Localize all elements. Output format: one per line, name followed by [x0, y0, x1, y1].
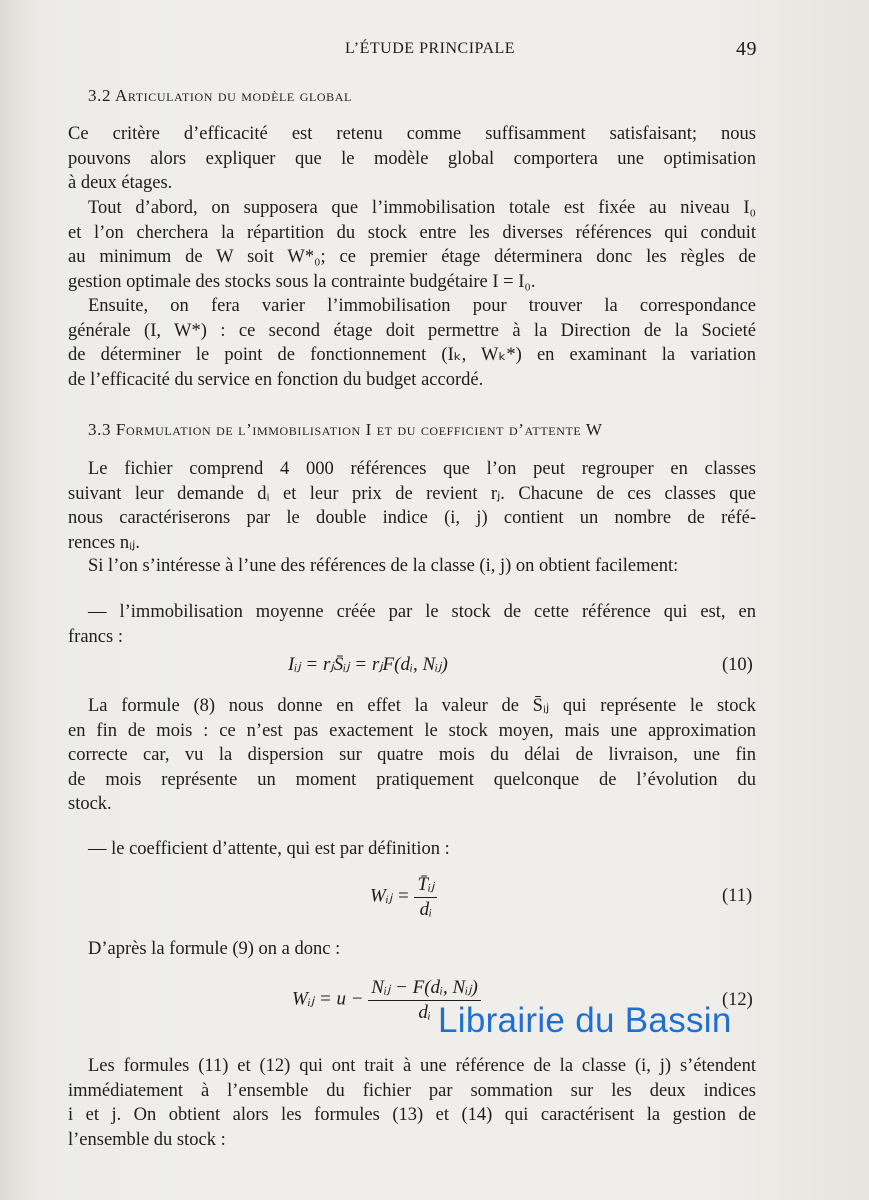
- page-number: 49: [736, 38, 757, 60]
- text-line: francs :: [68, 626, 123, 647]
- text-line: Ensuite, on fera varier l’immobilisation pour trouver la correspondance: [88, 296, 756, 316]
- text-line: Le fichier comprend 4 000 références que l’on peut regrouper en classes: [88, 459, 756, 479]
- text-line: Ce critère d’efficacité est retenu comme suffisamment satisfaisant; nous: [68, 124, 756, 144]
- text-line: Tout d’abord, on supposera que l’immobilisation totale est fixée au niveau I₀: [88, 198, 756, 218]
- text-line: pouvons alors expliquer que le modèle global comportera une optimisation: [68, 148, 756, 169]
- equation-11-numerator: T̄ᵢⱼ: [414, 873, 437, 898]
- watermark-text: Librairie du Bassin: [438, 1001, 732, 1040]
- text-line: correcte car, vu la dispersion sur quatre mois du délai de livraison, une fin: [68, 745, 756, 765]
- text-line: de mois représente un moment pratiquement quelconque de l’évolution du: [68, 769, 756, 790]
- section-3-3-paragraph-5: [68, 1054, 756, 1152]
- text-line: La formule (8) nous donne en effet la valeur de S̄ᵢⱼ qui représente le stock: [88, 696, 756, 716]
- equation-11-denominator: dᵢ: [419, 899, 433, 920]
- section-3-3-paragraph-1: [68, 457, 756, 555]
- text-line: l’ensemble du stock :: [68, 1129, 226, 1150]
- text-line: au minimum de W soit W*₀; ce premier étage déterminera donc les règles de: [68, 247, 756, 267]
- equation-11: [370, 873, 437, 921]
- equation-12-numerator: Nᵢⱼ − F(dᵢ, Nᵢⱼ): [368, 976, 481, 1001]
- equation-12-denominator: dᵢ: [418, 1002, 431, 1023]
- equation-11-lhs: Wᵢⱼ =: [370, 885, 410, 907]
- text-line: suivant leur demande dᵢ et leur prix de revient rⱼ. Chacune de ces classes que: [68, 483, 756, 504]
- text-line: de l’efficacité du service en fonction du budget accordé.: [68, 369, 484, 390]
- text-line: immédiatement à l’ensemble du fichier par sommation sur les deux indices: [68, 1080, 756, 1101]
- running-head: L’ÉTUDE PRINCIPALE: [345, 40, 516, 57]
- equation-11-number: (11): [722, 886, 753, 906]
- text-line: à deux étages.: [68, 173, 173, 193]
- text-line: rences nᵢⱼ.: [68, 532, 141, 553]
- text-line: gestion optimale des stocks sous la contrainte budgétaire I = I₀.: [68, 271, 536, 292]
- text-line: nous caractériserons par le double indice (i, j) contient un nombre de réfé-: [68, 508, 756, 528]
- text-line: stock.: [68, 794, 112, 814]
- equation-10-number: (10): [722, 655, 753, 675]
- text-line: i et j. On obtient alors les formules (13) et (14) qui caractérisent la gestion de: [68, 1105, 756, 1125]
- text-line: Les formules (11) et (12) qui ont trait à une référence de la classe (i, j) s’étendent: [88, 1056, 756, 1076]
- text-line: générale (I, W*) : ce second étage doit permettre à la Direction de la Societé: [68, 320, 756, 341]
- section-3-2-paragraph-3: [68, 294, 756, 392]
- equation-10: Iᵢⱼ = rⱼS̄ᵢⱼ = rⱼF(dᵢ, Nᵢⱼ): [288, 654, 448, 675]
- section-3-2-heading: 3.2 Articulation du modèle global: [88, 86, 352, 105]
- equation-12-lhs: Wᵢⱼ = u −: [292, 988, 364, 1010]
- section-3-3-heading: 3.3 Formulation de l’immobilisation I et du coefficient d’attente W: [88, 420, 603, 439]
- page-header: [0, 38, 869, 62]
- section-3-3-paragraph-4: D’après la formule (9) on a donc :: [88, 939, 341, 959]
- text-line: en fin de mois : ce n’est pas exactement le stock moyen, mais une approximation: [68, 720, 756, 741]
- text-line: — l’immobilisation moyenne créée par le stock de cette référence qui est, en: [88, 602, 756, 622]
- section-3-3-paragraph-2: Si l’on s’intéresse à l’une des références de la classe (i, j) on obtient facilement:: [88, 556, 679, 576]
- section-3-2-paragraph-2: [68, 196, 756, 294]
- equation-11-fraction: [414, 873, 437, 921]
- definition-item-immobilisation: [68, 600, 756, 649]
- section-3-3-paragraph-3: [68, 694, 756, 817]
- definition-item-coefficient: — le coefficient d’attente, qui est par définition :: [88, 839, 450, 859]
- text-line: et l’on cherchera la répartition du stock entre les diverses références qui conduit: [68, 222, 756, 243]
- section-3-2-paragraph-1: [68, 122, 756, 196]
- text-line: de déterminer le point de fonctionnement (Iₖ, Wₖ*) en examinant la variation: [68, 345, 756, 365]
- equation-12-number: (12): [722, 990, 753, 1010]
